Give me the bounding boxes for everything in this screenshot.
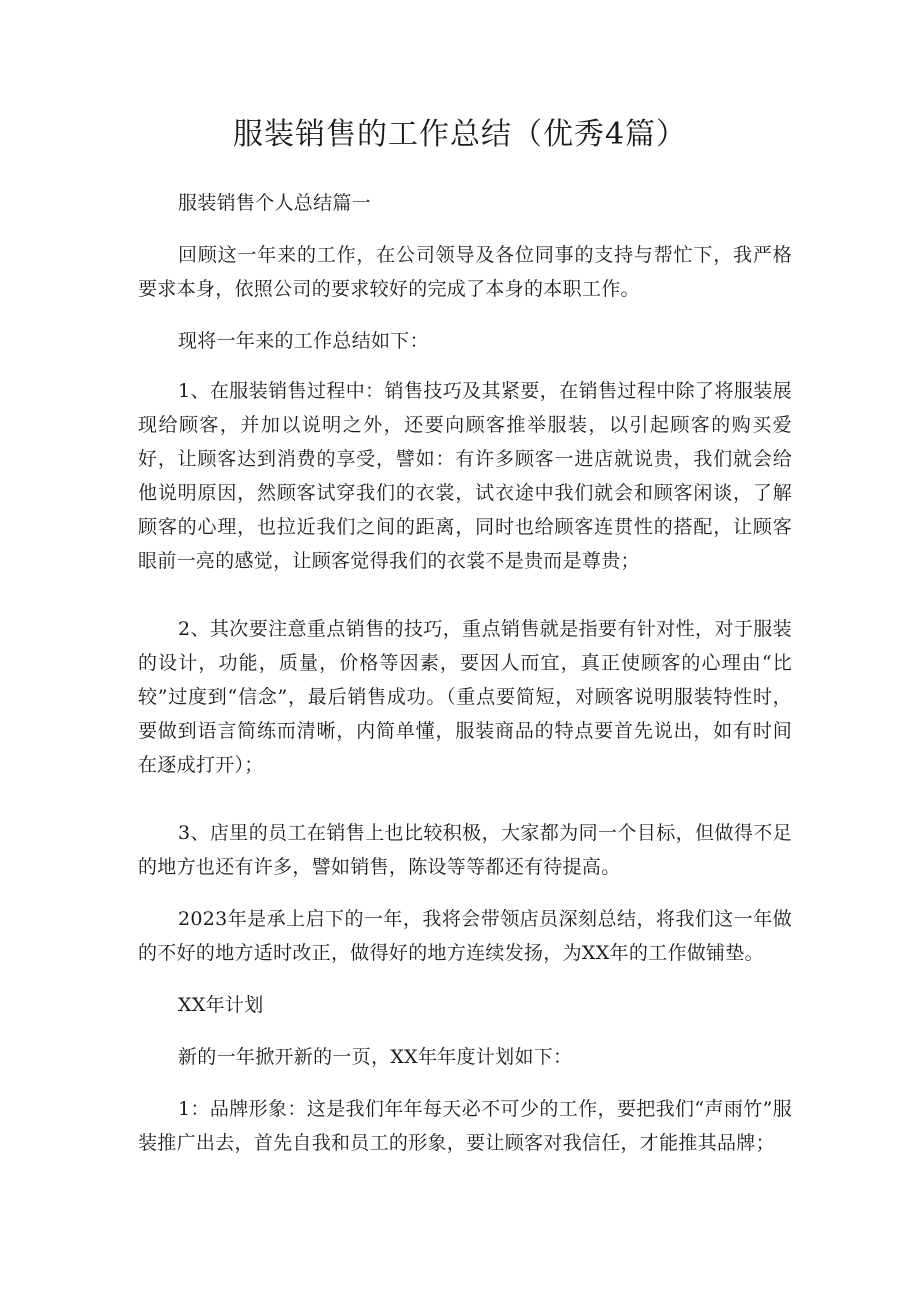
- paragraph-point-1: 1、在服装销售过程中：销售技巧及其紧要，在销售过程中除了将服装展现给顾客，并加以说明之外，还要向顾客推举服装，以引起顾客的购买爱好，让顾客达到消费的享受，譬如：有许多顾客一进店就说贵，我们就会给他说明原因，然顾客试穿我们的衣裳，试衣途中我们就会和顾客闲谈，了解顾客的心理，也拉近我们之间的距离，同时也给顾客连贯性的搭配，让顾客眼前一亮的感觉，让顾客觉得我们的衣裳不是贵而是尊贵；: [138, 380, 792, 572]
- paragraph-plan-intro: 新的一年掀开新的一页，XX年年度计划如下：: [178, 1046, 573, 1068]
- paragraph-summary-intro: 现将一年来的工作总结如下：: [178, 330, 429, 352]
- section-heading-1: 服装销售个人总结篇一: [178, 192, 372, 214]
- section-heading-plan: XX年计划: [178, 994, 264, 1016]
- paragraph-year-outlook: 2023年是承上启下的一年，我将会带领店员深刻总结，将我们这一年做的不好的地方适时改正，做得好的地方连续发扬，为XX年的工作做铺垫。: [138, 908, 792, 964]
- document-title: 服装销售的工作总结（优秀4篇）: [232, 117, 688, 152]
- paragraph-plan-brand: 1：品牌形象：这是我们年年每天必不可少的工作，要把我们“声雨竹”服装推广出去，首先自我和员工的形象，要让顾客对我信任，才能推其品牌；: [138, 1098, 792, 1154]
- paragraph-review: 回顾这一年来的工作，在公司领导及各位同事的支持与帮忙下，我严格要求本身，依照公司的要求较好的完成了本身的本职工作。: [138, 244, 792, 300]
- paragraph-point-2: 2、其次要注意重点销售的技巧，重点销售就是指要有针对性，对于服装的设计，功能，质量，价格等因素，要因人而宜，真正使顾客的心理由“比较”过度到“信念”，最后销售成功。（重点要简短，对顾客说明服装特性时，要做到语言简练而清晰，内简单懂，服装商品的特点要首先说出，如有时间在逐成打开）；: [138, 618, 792, 776]
- paragraph-point-3: 3、店里的员工在销售上也比较积极，大家都为同一个目标，但做得不足的地方也还有许多，譬如销售，陈设等等都还有待提高。: [138, 822, 792, 878]
